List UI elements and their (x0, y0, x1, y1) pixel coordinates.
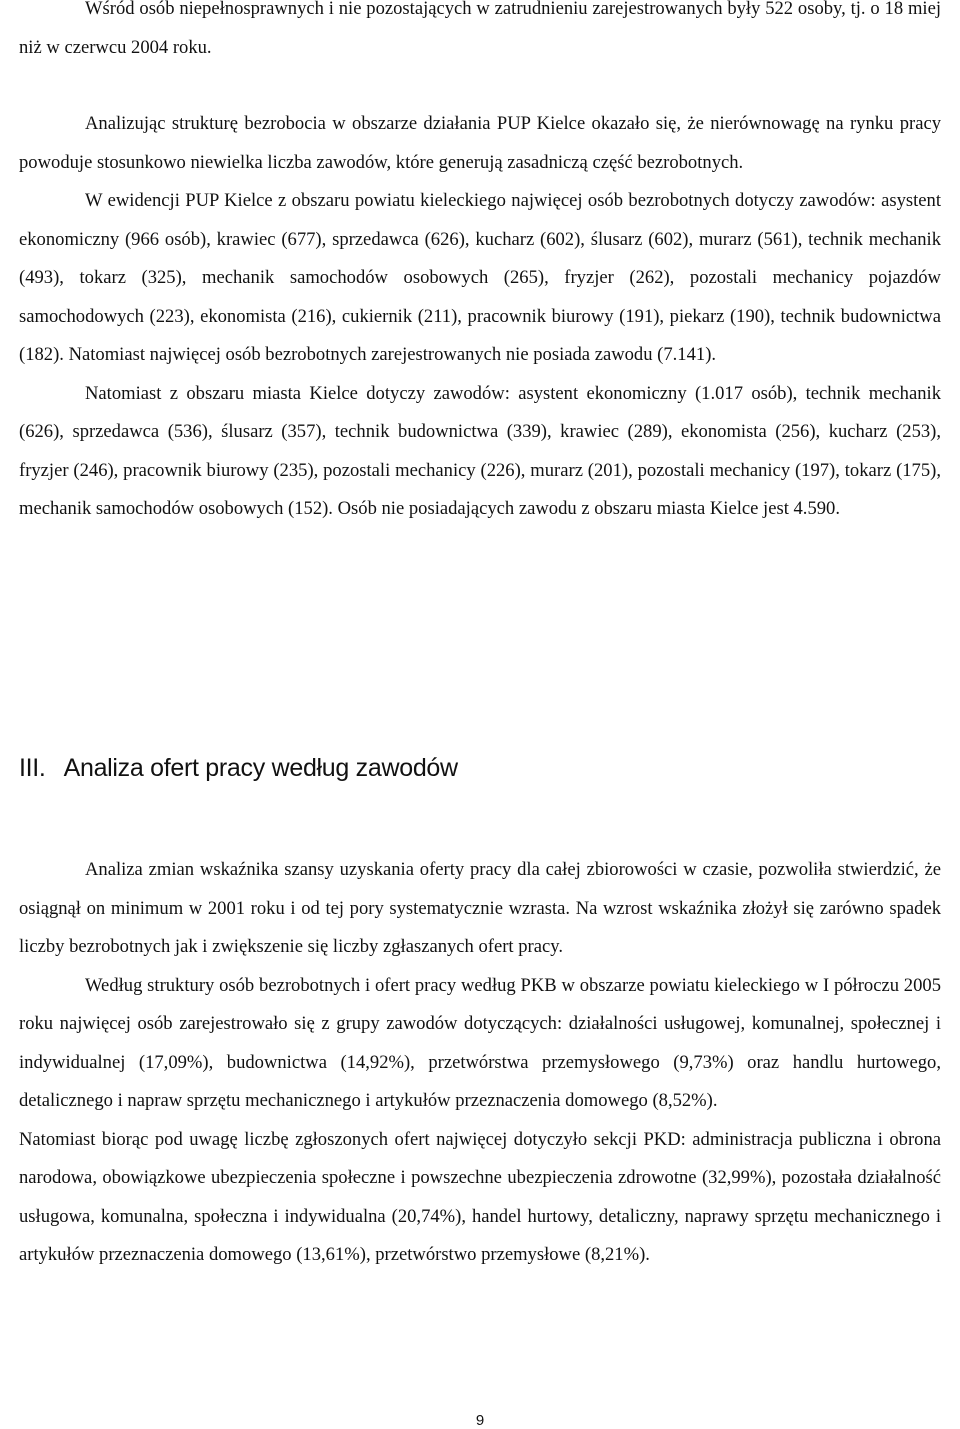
page-number: 9 (475, 1412, 485, 1429)
paragraph-indicator-analysis: Analiza zmian wskaźnika szansy uzyskania oferty pracy dla całej zbiorowości w czasie, pozwoliła stwierdzić, że osiągnął on minimum w 2001 roku i od tej pory systematycznie wzrasta. Na wzrost wskaźnika złożył się zarówno spadek liczby bezrobotnych jak i zwiększenie się liczby zgłaszanych ofert pracy. (19, 859, 941, 957)
paragraph-structure-analysis: Analizując strukturę bezrobocia w obszarze działania PUP Kielce okazało się, że nierównowagę na rynku pracy powoduje stosunkowo niewielka liczba zawodów, które generują zasadniczą część bezrobotnych. (19, 113, 941, 173)
paragraph-pkb-structure: Według struktury osób bezrobotnych i ofert pracy według PKB w obszarze powiatu kieleckiego w I półroczu 2005 roku najwięcej osób zarejestrowało się z grupy zawodów dotyczących: działalności usługowej, komunalnej, społecznej i indywidualnej (17,09%), budownictwa (14,92%), przetwórstwa przemysłowego (9,73%) oraz handlu hurtowego, detalicznego i napraw sprzętu mechanicznego i artykułów przeznaczenia domowego (8,52%). (19, 974, 941, 1111)
text-block-top (19, 0, 941, 529)
paragraph-pkd-offers: Natomiast biorąc pod uwagę liczbę zgłoszonych ofert najwięcej dotyczyło sekcji PKD: administracja publiczna i obrona narodowa, obowiązkowe ubezpieczenia społeczne i powszechne ubezpieczenia zdrowotne (32,99%), pozostała działalność usługowa, komunalna, społeczna i indywidualna (20,74%), handel hurtowy, detaliczny, naprawy sprzętu mechanicznego i artykułów przeznaczenia domowego (13,61%), przetwórstwo przemysłowe (8,21%). (19, 1128, 941, 1265)
section-heading (19, 754, 458, 783)
section-title: Analiza ofert pracy według zawodów (63, 754, 458, 782)
paragraph-county-professions: W ewidencji PUP Kielce z obszaru powiatu kieleckiego najwięcej osób bezrobotnych dotyczy zawodów: asystent ekonomiczny (966 osób), krawiec (677), sprzedawca (626), kucharz (602), ślusarz (602), murarz (561), technik mechanik (493), tokarz (325), mechanik samochodów osobowych (265), fryzjer (262), pozostali mechanicy pojazdów samochodowych (223), ekonomista (216), cukiernik (211), pracownik biurowy (191), piekarz (190), technik budownictwa (182). Natomiast najwięcej osób bezrobotnych zarejestrowanych nie posiada zawodu (7.141). (19, 190, 941, 365)
paragraph-disabled-unemployed: Wśród osób niepełnosprawnych i nie pozostających w zatrudnieniu zarejestrowanych były 522 osoby, tj. o 18 miej niż w czerwcu 2004 roku. (19, 0, 941, 58)
section-number: III. (19, 754, 46, 782)
text-block-bottom (19, 851, 941, 1275)
paragraph-city-professions: Natomiast z obszaru miasta Kielce dotyczy zawodów: asystent ekonomiczny (1.017 osób), technik mechanik (626), sprzedawca (536), ślusarz (357), technik budownictwa (339), krawiec (289), ekonomista (256), kucharz (253), fryzjer (246), pracownik biurowy (235), pozostali mechanicy (226), murarz (201), pozostali mechanicy (197), tokarz (175), mechanik samochodów osobowych (152). Osób nie posiadających zawodu z obszaru miasta Kielce jest 4.590. (19, 382, 941, 519)
